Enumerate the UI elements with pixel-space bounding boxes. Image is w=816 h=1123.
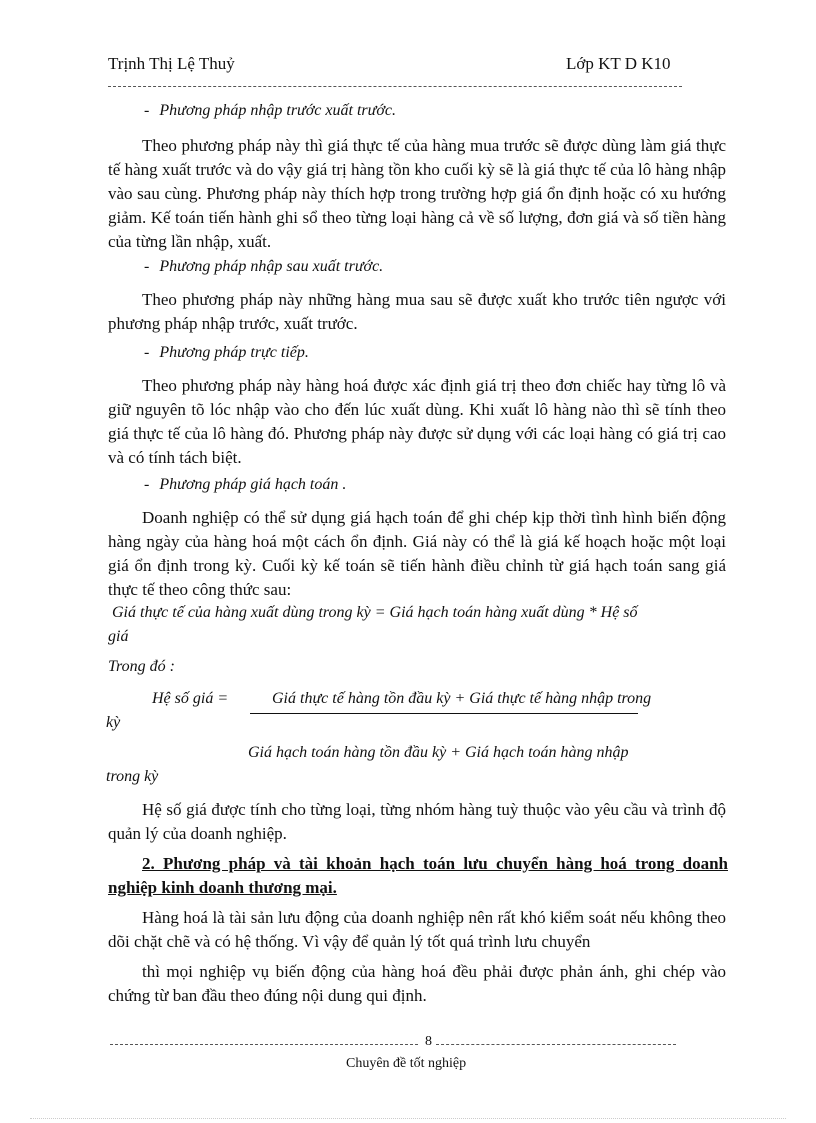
where-label: Trong đó : [108, 658, 175, 675]
bullet-plan [144, 476, 346, 494]
direct-paragraph: Theo phương pháp này hàng hoá được xác định giá trị theo đơn chiếc hay từng lô và giữ nguyên tõ lóc nhập vào cho đến lúc xuất dùng. Khi xuất lô hàng nào thì sẽ tính theo giá thực tế của lô hàng đó. Phương pháp này được sử dụng với các loại hàng có giá trị cao và có tính tách biệt. [108, 376, 726, 467]
bullet-mark: - [144, 258, 150, 275]
footer-divider-left [110, 1044, 418, 1045]
bullet-mark: - [144, 102, 150, 119]
bullet-fifo [144, 102, 396, 120]
goods-paragraph-2: thì mọi nghiệp vụ biến động của hàng hoá đều phải được phản ánh, ghi chép vào chứng từ ban đầu theo đúng nội dung qui định. [108, 962, 726, 1005]
coef-label: Hệ số giá = [152, 690, 229, 707]
page-bottom-edge [30, 1118, 786, 1119]
fifo-paragraph: Theo phương pháp này thì giá thực tế của hàng mua trước sẽ được dùng làm giá thực tế hàng xuất trước và do vậy giá trị hàng tồn kho cuối kỳ sẽ là giá thực tế của lô hàng nhập vào sau cùng. Phương pháp này thích hợp trong trường hợp giá ổn định hoặc có xu hướng giảm. Kế toán tiến hành ghi sổ theo từng loại hàng cả về số lượng, đơn giá và số tiền hàng của từng lần nhập, xuất. [108, 136, 726, 251]
header-divider [108, 86, 682, 87]
coef-denominator: Giá hạch toán hàng tồn đầu kỳ + Giá hạch toán hàng nhập [248, 744, 629, 761]
fifo-title: Phương pháp nhập trước xuất trước. [159, 102, 396, 119]
page-number: 8 [425, 1034, 432, 1049]
coef-numerator: Giá thực tế hàng tồn đầu kỳ + Giá thực tế hàng nhập trong [272, 690, 652, 707]
header-author: Trịnh Thị Lệ Thuỷ [108, 54, 235, 73]
section-heading-2: 2. Phương pháp và tài khoản hạch toán lưu chuyển hàng hoá trong doanh nghiệp kinh doanh thương mại. [108, 854, 728, 897]
formula1-line1: Giá thực tế của hàng xuất dùng trong kỳ = Giá hạch toán hàng xuất dùng * Hệ số [112, 604, 638, 621]
plan-paragraph: Doanh nghiệp có thể sử dụng giá hạch toán để ghi chép kịp thời tình hình biến động hàng ngày của hàng hoá một cách ổn định. Giá này có thể là giá kế hoạch hoặc một loại giá ổn định trong kỳ. Cuối kỳ kế toán sẽ tiến hành điều chỉnh từ giá hạch toán sang giá thực tế theo công thức sau: [108, 508, 726, 599]
footer-title: Chuyên đề tốt nghiệp [346, 1056, 467, 1071]
direct-title: Phương pháp trực tiếp. [159, 344, 309, 361]
fraction-bar [250, 713, 638, 714]
formula1-line2: giá [108, 628, 129, 645]
lifo-title: Phương pháp nhập sau xuất trước. [159, 258, 384, 275]
goods-paragraph-1: Hàng hoá là tài sản lưu động của doanh nghiệp nên rất khó kiểm soát nếu không theo dõi chặt chẽ và có hệ thống. Vì vậy để quản lý tốt quá trình lưu chuyển [108, 908, 726, 951]
footer-divider-right [436, 1044, 676, 1045]
bullet-direct [144, 344, 309, 362]
bullet-mark: - [144, 344, 150, 361]
coef-numerator-tail: kỳ [106, 714, 121, 731]
bullet-mark: - [144, 476, 150, 493]
coef-denominator-tail: trong kỳ [106, 768, 159, 785]
bullet-lifo [144, 258, 383, 276]
plan-title: Phương pháp giá hạch toán . [159, 476, 347, 493]
header-class: Lớp KT D K10 [566, 54, 671, 73]
coef-paragraph: Hệ số giá được tính cho từng loại, từng nhóm hàng tuỳ thuộc vào yêu cầu và trình độ quản lý của doanh nghiệp. [108, 800, 726, 843]
lifo-paragraph: Theo phương pháp này những hàng mua sau sẽ được xuất kho trước tiên ngược với phương pháp nhập trước, xuất trước. [108, 290, 726, 333]
